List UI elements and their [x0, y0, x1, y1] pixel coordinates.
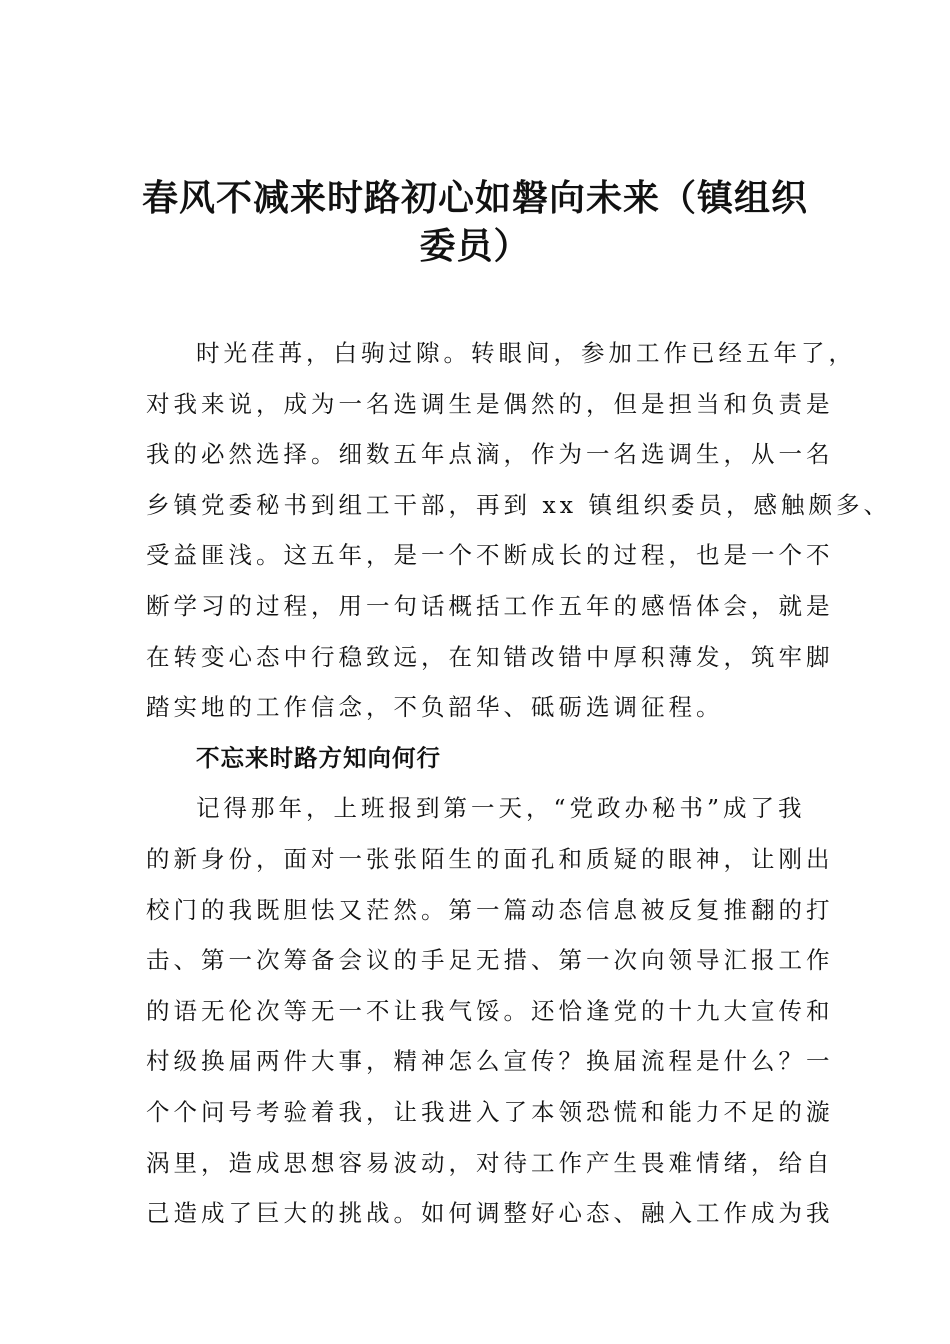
paragraph-line: 在转变心态中行稳致远，在知错改错中厚积薄发，筑牢脚 [146, 642, 834, 671]
paragraph-line: 的语无伦次等无一不让我气馁。还恰逢党的十九大宣传和 [146, 996, 834, 1025]
paragraph-line: 涡里，造成思想容易波动，对待工作产生畏难情绪，给自 [146, 1148, 834, 1177]
title-line-1: 春风不减来时路初心如磐向未来（镇组织 [141, 177, 808, 220]
paragraph-line: 受益匪浅。这五年，是一个不断成长的过程，也是一个不 [146, 541, 834, 570]
paragraph-line: 个个问号考验着我，让我进入了本领恐慌和能力不足的漩 [146, 1097, 834, 1126]
paragraph-line: 记得那年，上班报到第一天，“党政办秘书”成了我 [196, 794, 806, 823]
document-body [146, 328, 891, 1239]
paragraph-line: 击、第一次筹备会议的手足无措、第一次向领导汇报工作 [146, 946, 834, 975]
paragraph-line: 断学习的过程，用一句话概括工作五年的感悟体会，就是 [146, 591, 834, 620]
paragraph-intro [146, 328, 891, 733]
document-title [140, 174, 810, 270]
paragraph-line: 乡镇党委秘书到组工干部，再到 xx 镇组织委员，感触颇多、 [146, 490, 891, 519]
paragraph-line: 的新身份，面对一张张陌生的面孔和质疑的眼神，让刚出 [146, 844, 834, 873]
paragraph-section-1 [146, 783, 834, 1238]
paragraph-line: 村级换届两件大事，精神怎么宣传？换届流程是什么？一 [146, 1047, 834, 1076]
paragraph-line: 校门的我既胆怯又茫然。第一篇动态信息被反复推翻的打 [146, 895, 834, 924]
section-heading: 不忘来时路方知向何行 [196, 743, 441, 772]
paragraph-line: 踏实地的工作信念，不负韶华、砥砺选调征程。 [146, 693, 724, 722]
paragraph-line: 对我来说，成为一名选调生是偶然的，但是担当和负责是 [146, 389, 834, 418]
title-line-2: 委员） [419, 225, 531, 268]
paragraph-line: 己造成了巨大的挑战。如何调整好心态、融入工作成为我 [146, 1199, 834, 1228]
paragraph-line: 我的必然选择。细数五年点滴，作为一名选调生，从一名 [146, 440, 834, 469]
paragraph-line: 时光荏苒，白驹过隙。转眼间，参加工作已经五年了， [196, 339, 856, 367]
